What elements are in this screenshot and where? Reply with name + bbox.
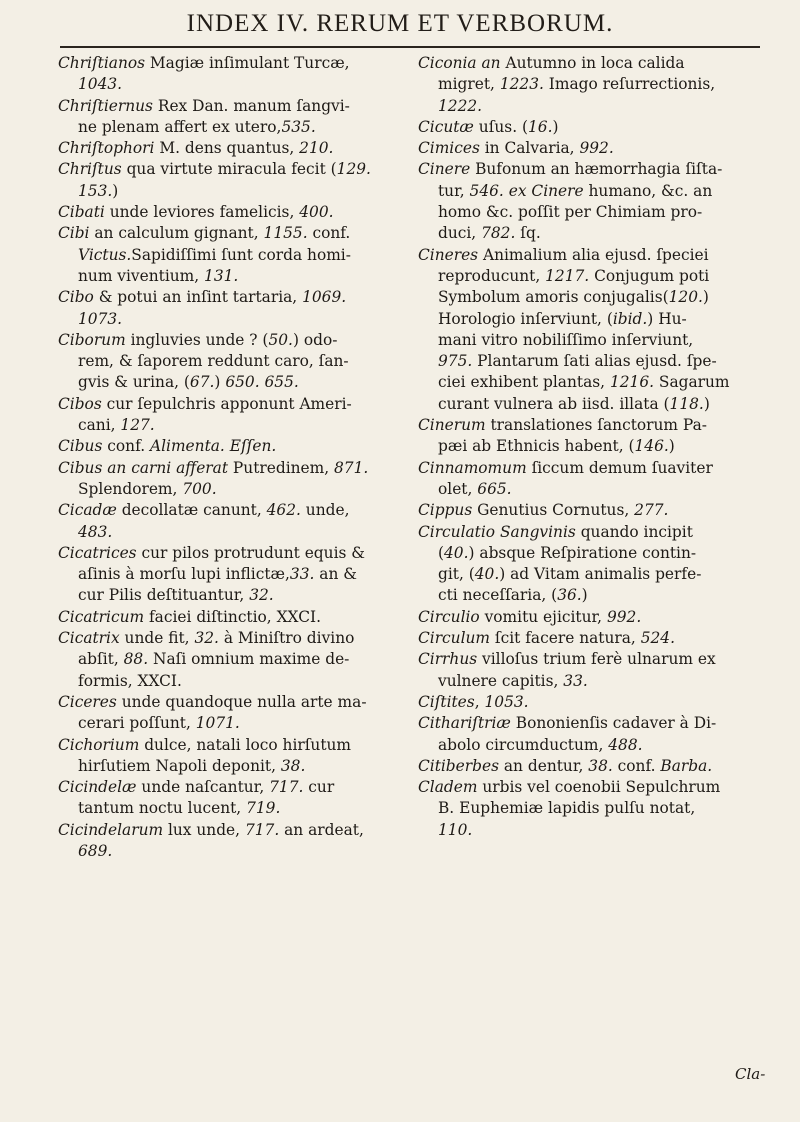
index-entry bbox=[58, 735, 408, 778]
entry-continuation-line: cani, 127. bbox=[78, 416, 155, 435]
entry-first-line: Cirrhus villoſus trium ferè ulnarum ex bbox=[418, 650, 716, 669]
entry-first-line: Ciſtites, 1053. bbox=[418, 692, 529, 711]
entry-continuation-line: 1073. bbox=[78, 309, 123, 328]
entry-first-line: Cibos cur ſepulchris apponunt Ameri- bbox=[58, 394, 352, 413]
entry-first-line: Cicatricum faciei diſtinctio, XXCI. bbox=[58, 607, 321, 626]
entry-first-line: Circulio vomitu ejicitur, 992. bbox=[418, 607, 642, 626]
index-entry bbox=[58, 543, 408, 607]
index-entry bbox=[58, 394, 408, 437]
index-entry bbox=[418, 159, 768, 244]
entry-first-line: Circulum ſcit facere natura, 524. bbox=[418, 629, 675, 648]
entry-continuation-line: mani vitro nobiliſſimo inſerviunt, bbox=[438, 330, 694, 349]
entry-continuation-line: 975. Plantarum ſati alias ejusd. ſpe- bbox=[438, 352, 717, 371]
entry-continuation-line: olet, 665. bbox=[438, 479, 512, 498]
index-entry bbox=[58, 159, 408, 202]
entry-continuation-line: (40.) absque Reſpiratione contin- bbox=[438, 543, 697, 562]
entry-first-line: Ciconia an Autumno in loca calida bbox=[418, 54, 685, 72]
entry-continuation-line: ne plenam affert ex utero,535. bbox=[78, 117, 316, 136]
entry-first-line: Cicatrix unde fit, 32. à Miniſtro divino bbox=[58, 629, 355, 648]
index-entry bbox=[418, 53, 768, 117]
entry-first-line: Cinerum translationes ſanctorum Pa- bbox=[418, 416, 707, 435]
index-entry bbox=[418, 777, 768, 841]
entry-first-line: Cicadæ decollatæ canunt, 462. unde, bbox=[58, 501, 350, 520]
entry-first-line: Cladem urbis vel coenobii Sepulchrum bbox=[418, 778, 721, 797]
entry-first-line: Ciceres unde quandoque nulla arte ma- bbox=[58, 692, 367, 711]
entry-continuation-line: tantum noctu lucent, 719. bbox=[78, 799, 281, 818]
index-entry bbox=[58, 96, 408, 139]
entry-first-line: Cinere Bufonum an hæmorrhagia ſiſta- bbox=[418, 160, 723, 179]
entry-first-line: Cimices in Calvaria, 992. bbox=[418, 139, 614, 158]
entry-continuation-line: Splendorem, 700. bbox=[78, 479, 217, 498]
entry-continuation-line: duci, 782. ſq. bbox=[438, 224, 541, 243]
entry-first-line: Cibo & potui an inſint tartaria, 1069. bbox=[58, 288, 347, 307]
header-rule bbox=[60, 46, 760, 48]
entry-first-line: Cinnamomum ſiccum demum ſuaviter bbox=[418, 458, 713, 477]
entry-first-line: Citiberbes an dentur, 38. conf. Barba. bbox=[418, 756, 713, 775]
index-entry bbox=[418, 245, 768, 415]
index-entry bbox=[418, 117, 768, 138]
entry-continuation-line: vulnere capitis, 33. bbox=[438, 671, 588, 690]
entry-continuation-line: 689. bbox=[78, 841, 113, 860]
entry-continuation-line: migret, 1223. Imago reſurrectionis, bbox=[438, 75, 716, 94]
index-entry bbox=[58, 223, 408, 287]
entry-first-line: Circulatio Sangvinis quando incipit bbox=[418, 522, 693, 541]
right-column bbox=[418, 53, 768, 841]
index-entry bbox=[418, 458, 768, 501]
index-entry bbox=[58, 330, 408, 394]
entry-first-line: Cippus Genutius Cornutus, 277. bbox=[418, 501, 669, 520]
entry-continuation-line: B. Euphemiæ lapidis pulſu notat, bbox=[438, 799, 696, 818]
entry-first-line: Chriſtus qua virtute miracula fecit (129. bbox=[58, 160, 371, 179]
index-entry bbox=[58, 500, 408, 543]
entry-continuation-line: abolo circumductum, 488. bbox=[438, 735, 643, 754]
entry-first-line: Cibus an carni afferat Putredinem, 871. bbox=[58, 458, 369, 477]
entry-continuation-line: aſinis à morſu lupi inflictæ,33. an & bbox=[78, 565, 357, 584]
entry-continuation-line: reproducunt, 1217. Conjugum poti bbox=[438, 266, 710, 285]
entry-continuation-line: hirſutiem Napoli deponit, 38. bbox=[78, 756, 306, 775]
entry-first-line: Cicindelæ unde naſcantur, 717. cur bbox=[58, 778, 335, 797]
entry-continuation-line: 483. bbox=[78, 522, 113, 541]
index-entry bbox=[58, 820, 408, 863]
entry-continuation-line: curant vulnera ab iisd. illata (118.) bbox=[438, 394, 710, 413]
index-entry bbox=[58, 287, 408, 330]
index-entry bbox=[418, 628, 768, 649]
entry-first-line: Cibus conf. Alimenta. Eſſen. bbox=[58, 437, 277, 456]
entry-continuation-line: formis, XXCI. bbox=[78, 671, 182, 690]
catchword: Cla- bbox=[735, 1065, 766, 1083]
entry-first-line: Chriſtophori M. dens quantus, 210. bbox=[58, 139, 334, 158]
entry-continuation-line: git, (40.) ad Vitam animalis perfe- bbox=[438, 565, 702, 584]
index-entry bbox=[58, 458, 408, 501]
index-entry bbox=[418, 522, 768, 607]
entry-continuation-line: gvis & urina, (67.) 650. 655. bbox=[78, 373, 299, 392]
entry-continuation-line: pæi ab Ethnicis habent, (146.) bbox=[438, 437, 675, 456]
entry-first-line: Cibi an calculum gignant, 1155. conf. bbox=[58, 224, 351, 243]
index-entry bbox=[58, 436, 408, 457]
index-entry bbox=[418, 607, 768, 628]
entry-continuation-line: tur, 546. ex Cinere humano, &c. an bbox=[438, 181, 713, 200]
index-entry bbox=[58, 202, 408, 223]
index-entry bbox=[58, 138, 408, 159]
entry-continuation-line: rem, & ſaporem reddunt caro, ſan- bbox=[78, 352, 349, 371]
entry-first-line: Cichorium dulce, natali loco hirſutum bbox=[58, 735, 352, 754]
entry-continuation-line: Symbolum amoris conjugalis(120.) bbox=[438, 288, 709, 307]
index-entry bbox=[418, 415, 768, 458]
left-column bbox=[58, 53, 408, 862]
index-entry bbox=[58, 628, 408, 692]
index-entry bbox=[418, 138, 768, 159]
entry-continuation-line: num viventium, 131. bbox=[78, 266, 239, 285]
entry-first-line: Cicindelarum lux unde, 717. an ardeat, bbox=[58, 820, 364, 839]
entry-continuation-line: 110. bbox=[438, 820, 473, 839]
index-entry bbox=[58, 777, 408, 820]
entry-continuation-line: homo &c. poſſit per Chimiam pro- bbox=[438, 203, 703, 222]
entry-continuation-line: 1043. bbox=[78, 75, 123, 94]
entry-continuation-line: cti neceſſaria, (36.) bbox=[438, 586, 588, 605]
entry-first-line: Cithariſtriæ Bononienſis cadaver à Di- bbox=[418, 714, 717, 733]
running-head: INDEX IV. RERUM ET VERBORUM. bbox=[186, 10, 614, 37]
index-entry bbox=[418, 756, 768, 777]
entry-first-line: Cicutæ uſus. (16.) bbox=[418, 117, 559, 136]
entry-continuation-line: cur Pilis deſtituantur, 32. bbox=[78, 586, 274, 605]
entry-first-line: Cibati unde leviores famelicis, 400. bbox=[58, 203, 334, 222]
entry-first-line: Chriſtiernus Rex Dan. manum ſangvi- bbox=[58, 96, 350, 115]
entry-continuation-line: abſit, 88. Naſi omnium maxime de- bbox=[78, 650, 350, 669]
entry-continuation-line: 1222. bbox=[438, 96, 483, 115]
entry-continuation-line: 153.) bbox=[78, 181, 119, 200]
index-entry bbox=[58, 692, 408, 735]
entry-first-line: Cineres Animalium alia ejusd. ſpeciei bbox=[418, 245, 709, 264]
entry-continuation-line: Victus.Sapidiſſimi ſunt corda homi- bbox=[78, 245, 351, 264]
entry-first-line: Ciborum ingluvies unde ? (50.) odo- bbox=[58, 330, 338, 349]
index-entry bbox=[418, 713, 768, 756]
entry-continuation-line: Horologio inſerviunt, (ibid.) Hu- bbox=[438, 309, 687, 328]
index-entry bbox=[418, 692, 768, 713]
entry-continuation-line: ciei exhibent plantas, 1216. Sagarum bbox=[438, 373, 730, 392]
index-entry bbox=[58, 607, 408, 628]
entry-first-line: Cicatrices cur pilos protrudunt equis & bbox=[58, 543, 365, 562]
index-entry bbox=[418, 500, 768, 521]
index-entry bbox=[58, 53, 408, 96]
index-entry bbox=[418, 649, 768, 692]
entry-continuation-line: cerari poſſunt, 1071. bbox=[78, 714, 240, 733]
entry-first-line: Chriſtianos Magiæ inſimulant Turcæ, bbox=[58, 54, 350, 72]
